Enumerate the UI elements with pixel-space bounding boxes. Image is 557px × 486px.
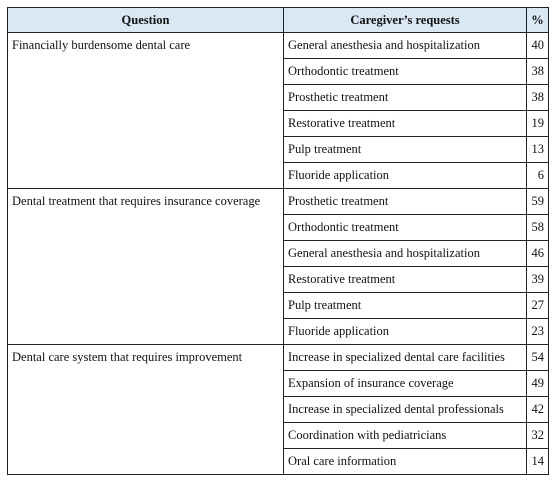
percent-cell: 27: [527, 293, 549, 319]
request-cell: Expansion of insurance coverage: [284, 371, 527, 397]
question-cell: Dental care system that requires improvement: [8, 345, 284, 475]
percent-cell: 6: [527, 163, 549, 189]
request-cell: Increase in specialized dental care facilities: [284, 345, 527, 371]
percent-cell: 38: [527, 59, 549, 85]
table-row: [8, 33, 549, 59]
percent-cell: 39: [527, 267, 549, 293]
caregiver-requests-table: [7, 7, 549, 475]
request-cell: Fluoride application: [284, 319, 527, 345]
request-cell: Prosthetic treatment: [284, 85, 527, 111]
header-question: Question: [8, 8, 284, 33]
percent-cell: 13: [527, 137, 549, 163]
question-cell: Dental treatment that requires insurance coverage: [8, 189, 284, 345]
percent-cell: 40: [527, 33, 549, 59]
percent-cell: 14: [527, 449, 549, 475]
request-cell: Oral care information: [284, 449, 527, 475]
percent-cell: 58: [527, 215, 549, 241]
table-row: [8, 189, 549, 215]
header-percent: %: [527, 8, 549, 33]
request-cell: Orthodontic treatment: [284, 59, 527, 85]
request-cell: Coordination with pediatricians: [284, 423, 527, 449]
header-row: [8, 8, 549, 33]
percent-cell: 19: [527, 111, 549, 137]
question-cell: Financially burdensome dental care: [8, 33, 284, 189]
request-cell: Orthodontic treatment: [284, 215, 527, 241]
percent-cell: 54: [527, 345, 549, 371]
header-caregiver-requests: Caregiver’s requests: [284, 8, 527, 33]
request-cell: Fluoride application: [284, 163, 527, 189]
request-cell: Restorative treatment: [284, 267, 527, 293]
table-row: [8, 345, 549, 371]
percent-cell: 49: [527, 371, 549, 397]
percent-cell: 32: [527, 423, 549, 449]
request-cell: Prosthetic treatment: [284, 189, 527, 215]
percent-cell: 42: [527, 397, 549, 423]
request-cell: Pulp treatment: [284, 293, 527, 319]
percent-cell: 59: [527, 189, 549, 215]
request-cell: Pulp treatment: [284, 137, 527, 163]
table-body: [8, 33, 549, 475]
percent-cell: 46: [527, 241, 549, 267]
request-cell: General anesthesia and hospitalization: [284, 33, 527, 59]
request-cell: General anesthesia and hospitalization: [284, 241, 527, 267]
table-container: [7, 7, 548, 475]
request-cell: Increase in specialized dental professionals: [284, 397, 527, 423]
request-cell: Restorative treatment: [284, 111, 527, 137]
percent-cell: 38: [527, 85, 549, 111]
table-header: [8, 8, 549, 33]
percent-cell: 23: [527, 319, 549, 345]
